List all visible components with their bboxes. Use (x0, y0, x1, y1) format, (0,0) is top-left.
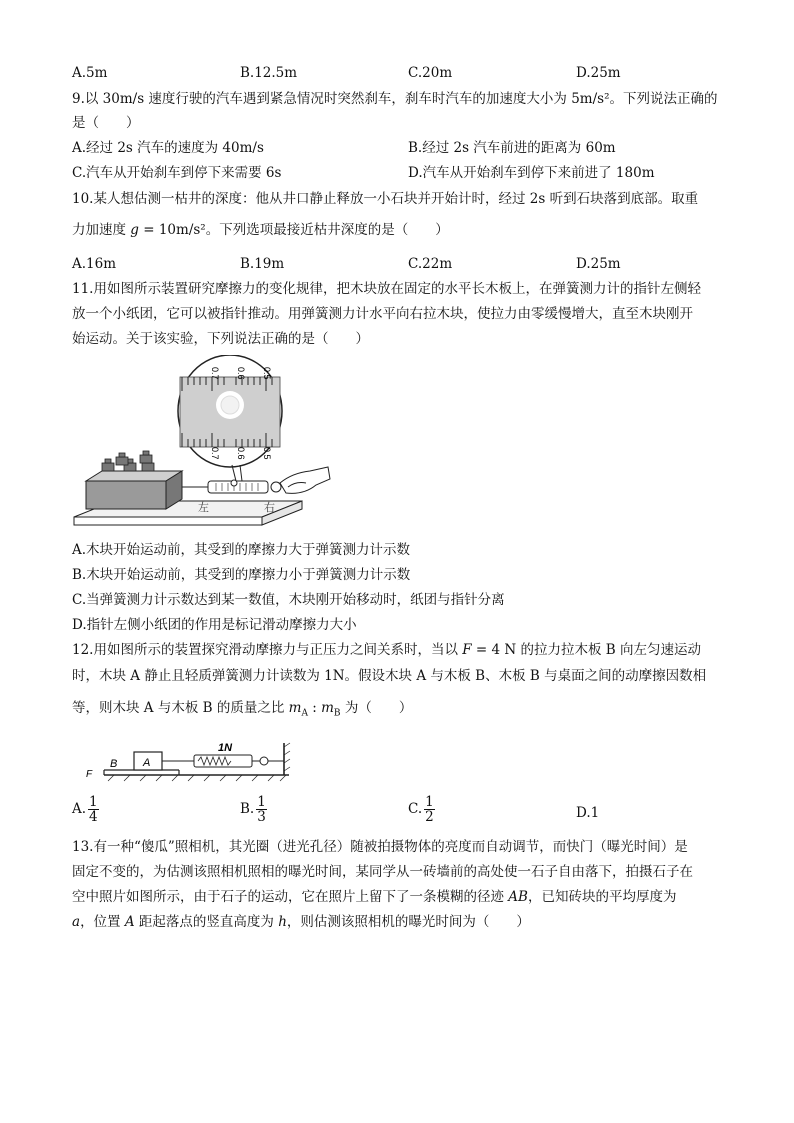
table-hatching (108, 775, 286, 781)
scale-top-label-07: 0.7 (210, 367, 220, 380)
weights (102, 451, 154, 471)
magnified-scale (178, 355, 282, 481)
mass-ratio: $m_A$ : $m_B$ (288, 700, 341, 719)
scale-bottom-label-06: 0.6 (236, 447, 246, 460)
wood-block (86, 471, 182, 509)
q12-stem-line1: 12.用如图所示的装置探究滑动摩擦力与正压力之间关系时，当以 F = 4 N 的拉力拉木板 B 向左匀速运动 (72, 642, 702, 658)
q8-option-b[interactable]: B.12.5m (240, 65, 298, 81)
q13-stem-line4: a，位置 A 距起落点的竖直高度为 h，则估测该照相机的曝光时间为（ ） (72, 914, 530, 930)
q11-option-a[interactable]: A.木块开始运动前，其受到的摩擦力大于弹簧测力计示数 (72, 542, 411, 558)
q9-option-c[interactable]: C.汽车从开始刹车到停下来需要 6s (72, 165, 282, 181)
scale-bottom-label-05: 0.5 (262, 447, 272, 460)
q9-option-b[interactable]: B.经过 2s 汽车前进的距离为 60m (408, 140, 616, 156)
q10-option-c[interactable]: C.22m (408, 256, 453, 272)
q12-board-block-figure (84, 737, 294, 785)
q10-option-b[interactable]: B.19m (240, 256, 285, 272)
q12-option-d[interactable]: D.1 (576, 805, 600, 821)
q9-stem-line1: 9.以 30m/s 速度行驶的汽车遇到紧急情况时突然刹车，刹车时汽车的加速度大小为 5m/s²。下列说法正确的 (72, 91, 718, 107)
q8-option-c[interactable]: C.20m (408, 65, 453, 81)
q12-option-b[interactable]: B. $\frac{1}{3}$ (240, 794, 266, 825)
q8-option-d[interactable]: D.25m (576, 65, 621, 81)
q11-stem-line3: 始运动。关于该实验，下列说法正确的是（ ） (72, 331, 369, 347)
label-right: 右 (264, 502, 275, 514)
scale-top-label-06: 0.6 (236, 367, 246, 380)
spring-scale (182, 480, 281, 493)
force-label: F (86, 769, 93, 780)
q12-option-c[interactable]: C. $\frac{1}{2}$ (408, 794, 434, 825)
q13-stem-line1: 13.有一种“傻瓜”照相机，其光圈（进光孔径）随被拍摄物体的亮度而自动调节，而快门（曝光时间）是 (72, 839, 688, 855)
q9-stem-line2: 是（ ） (72, 115, 140, 131)
q11-option-d[interactable]: D.指针左侧小纸团的作用是标记滑动摩擦力大小 (72, 617, 357, 633)
q12-stem-line3: 等，则木块 A 与木板 B 的质量之比 $m_A$ : $m_B$ 为（ ） (72, 700, 413, 719)
q11-stem-line2: 放一个小纸团，它可以被指针推动。用弹簧测力计水平向右拉木块，使拉力由零缓慢增大，直至木块刚开 (72, 306, 693, 322)
q9-option-d[interactable]: D.汽车从开始刹车到停下来前进了 180m (408, 165, 655, 181)
q11-stem-line1: 11.用如图所示装置研究摩擦力的变化规律，把木块放在固定的水平长木板上，在弹簧测力计的指针左侧轻 (72, 281, 701, 297)
q12-option-a[interactable]: A. $\frac{1}{4}$ (72, 794, 98, 825)
q11-option-c[interactable]: C.当弹簧测力计示数达到某一数值，木块刚开始移动时，纸团与指针分离 (72, 592, 505, 608)
q11-option-b[interactable]: B.木块开始运动前，其受到的摩擦力小于弹簧测力计示数 (72, 567, 411, 583)
q11-friction-apparatus-figure (72, 355, 332, 533)
q13-stem-line2: 固定不变的，为估测该照相机照相的曝光时间，某同学从一砖墙前的高处使一石子自由落下，拍摄石子在 (72, 864, 693, 880)
q12-stem-line2: 时，木块 A 静止且轻质弹簧测力计读数为 1N。假设木块 A 与木板 B、木板 B 与桌面之间的动摩擦因数相 (72, 668, 707, 684)
q10-stem-line1: 10.某人想估测一枯井的深度：他从井口静止释放一小石块并开始计时，经过 2s 听到石块落到底部。取重 (72, 191, 699, 207)
board-b-label: B (110, 758, 118, 770)
q10-stem-line2: 力加速度 g = 10m/s²。下列选项最接近枯井深度的是（ ） (72, 222, 449, 238)
q8-option-a[interactable]: A.5m (72, 65, 108, 81)
q9-option-a[interactable]: A.经过 2s 汽车的速度为 40m/s (72, 140, 264, 156)
q10-option-a[interactable]: A.16m (72, 256, 117, 272)
q10-option-d[interactable]: D.25m (576, 256, 621, 272)
hand (280, 467, 330, 493)
q13-stem-line3: 空中照片如图所示，由于石子的运动，它在照片上留下了一条模糊的径迹 AB，已知砖块的平均厚度为 (72, 889, 677, 905)
label-left: 左 (198, 502, 209, 514)
block-a-label: A (143, 757, 151, 769)
spring-reading-label: 1N (218, 742, 233, 754)
scale-bottom-label-07: 0.7 (210, 447, 220, 460)
scale-top-label-05: 0.5 (262, 367, 272, 380)
